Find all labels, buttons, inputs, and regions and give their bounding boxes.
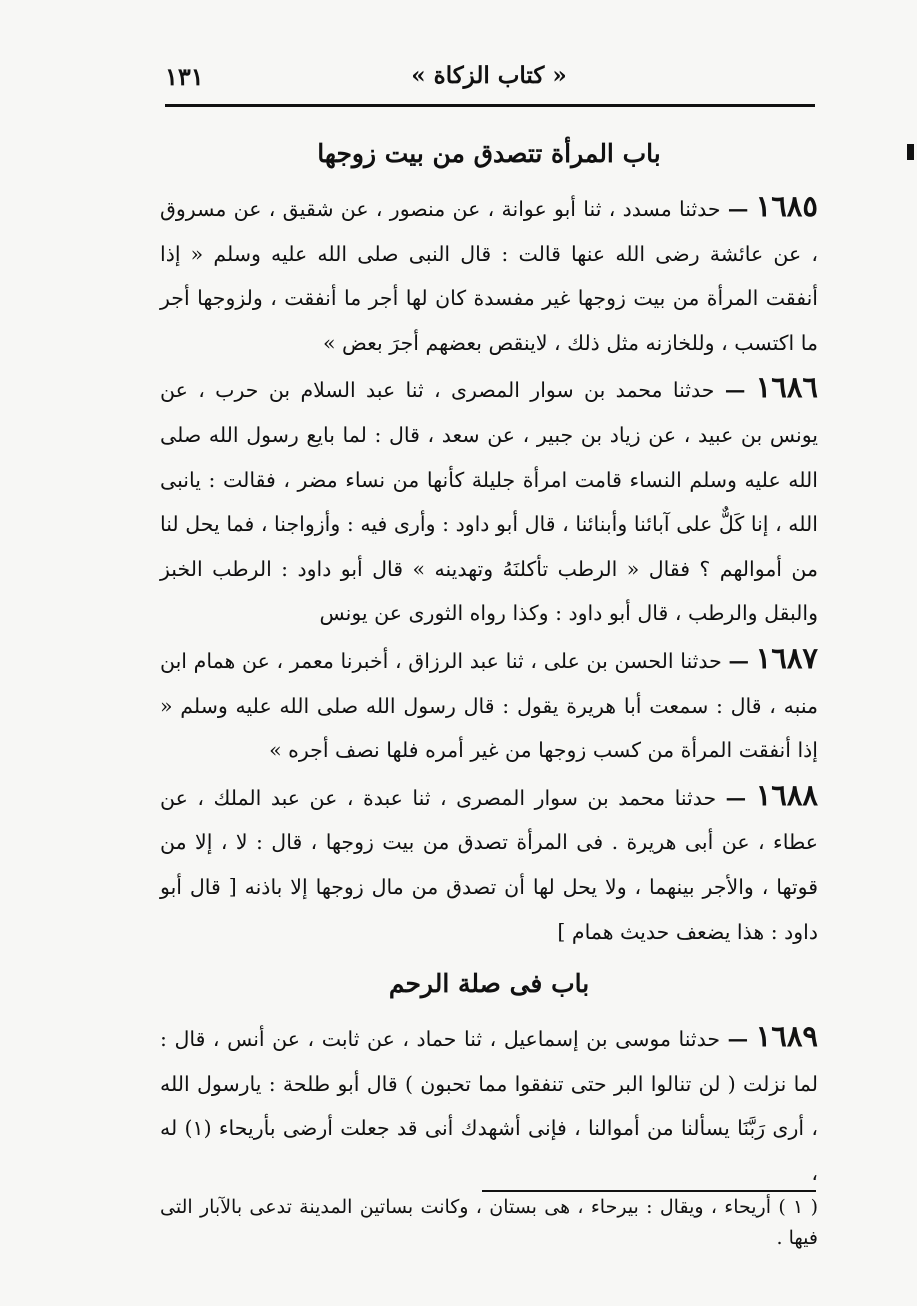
hadith-text: حدثنا محمد بن سوار المصرى ، ثنا عبد السلام بن حرب ، عن يونس بن عبيد ، عن زياد بن جبير ، عن سعد ، قال : لما بايع رسول الله صلى الله عليه وسلم النساء قامت امرأة جليلة كأنها من نساء مضر ، فقالت : يانبى الله ، إنا كَلٌّ على آبائنا وأبنائنا ، قال أبو داود : وأرى فيه : وأزواجنا ، فما يحل لنا من أموالهم ؟ فقال « الرطب تأكلنَهُ وتهدينه » قال أبو داود : الرطب الخبز والبقل والرطب ، قال أبو داود : وكذا رواه الثورى عن يونس: [160, 378, 818, 626]
hadith-number: ١٦٨٧: [755, 640, 818, 675]
hadith-text: حدثنا محمد بن سوار المصرى ، ثنا عبدة ، عن عبد الملك ، عن عطاء ، عن أبى هريرة . فى المرأة تصدق من بيت زوجها ، قال : لا ، إلا من قوتها ، والأجر بينهما ، ولا يحل لها أن تصدق من مال زوجها إلا باذنه [ قال أبو داود : هذا يضعف حديث همام ]: [160, 785, 818, 944]
hadith-number: ١٦٨٦: [755, 370, 818, 405]
hadith-text: حدثنا الحسن بن على ، ثنا عبد الرزاق ، أخبرنا معمر ، عن همام ابن منبه ، قال : سمعت أبا هريرة يقول : قال رسول الله صلى الله عليه وسلم « إذا أنفقت المرأة من كسب زوجها من غير أمره فلها نصف أجره »: [160, 648, 818, 763]
dash: —: [725, 785, 747, 810]
hadith-number: ١٦٨٩: [755, 1019, 818, 1054]
page-number: ١٣١: [165, 62, 204, 91]
hadith-1687: [160, 636, 818, 773]
hadith-1685: [160, 184, 818, 365]
page-header: [165, 62, 813, 102]
hadith-number: ١٦٨٥: [755, 189, 818, 223]
hadith-text: حدثنا مسدد ، ثنا أبو عوانة ، عن منصور ، عن شقيق ، عن مسروق ، عن عائشة رضى الله عنها قالت : قال النبى صلى الله عليه وسلم « إذا أنفقت المرأة من بيت زوجها غير مفسدة كان لها أجر ما أنفقت ، ولزوجها أجر ما اكتسب ، وللخازنه مثل ذلك ، لاينقص بعضهم أجرَ بعض »: [160, 197, 818, 355]
hadith-1689: [160, 1014, 818, 1195]
hadith-text: حدثنا موسى بن إسماعيل ، ثنا حماد ، عن ثابت ، عن أنس ، قال : لما نزلت ( لن تنالوا البر حتى تنفقوا مما تحبون ) قال أبو طلحة : يارسول الله ، أرى رَبَّنَا يسألنا من أموالنا ، فإنى أشهدك أنى قد جعلت أرضى بأريحاء (١) له ،: [160, 1027, 818, 1185]
dash: —: [727, 197, 749, 221]
footnote: ( ١ ) أريحاء ، ويقال : بيرحاء ، هى بستان ، وكانت بساتين المدينة تدعى بالآبار التى فيها .: [160, 1196, 818, 1249]
hadith-1688: [160, 773, 818, 954]
dash: —: [724, 378, 746, 403]
section-title-2: باب فى صلة الرحم: [388, 969, 590, 999]
running-title: « كتاب الزكاة »: [411, 62, 567, 89]
dash: —: [727, 1027, 749, 1052]
section-title-1: باب المرأة تتصدق من بيت زوجها: [317, 139, 661, 168]
hadith-1686: [160, 365, 818, 636]
hadith-number: ١٦٨٨: [755, 777, 818, 812]
header-rule: [165, 104, 815, 107]
dash: —: [728, 648, 749, 673]
margin-mark: [907, 144, 914, 160]
page-content: [160, 124, 818, 1195]
